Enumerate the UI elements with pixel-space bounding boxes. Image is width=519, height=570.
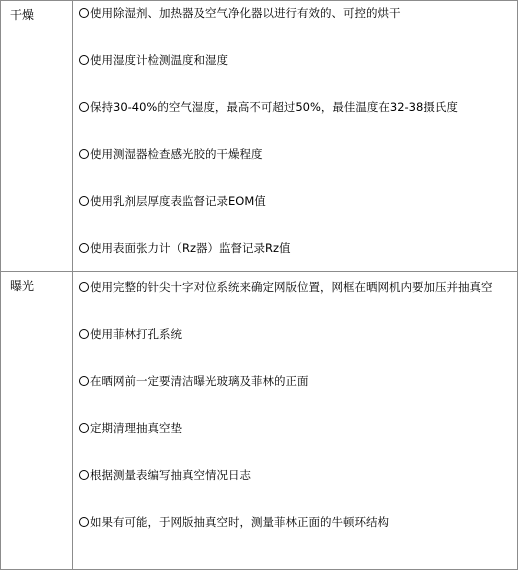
item-text: 使用菲林打孔系统 <box>90 327 182 341</box>
circle-bullet-icon <box>79 8 89 18</box>
list-item <box>79 190 517 212</box>
item-text: 保持30-40%的空气湿度，最高不可超过50%，最佳温度在32-38摄氏度 <box>90 100 458 114</box>
circle-bullet-icon <box>79 102 89 112</box>
list-item <box>79 417 517 439</box>
circle-bullet-icon <box>79 196 89 206</box>
circle-bullet-icon <box>79 470 89 480</box>
item-text: 定期清理抽真空垫 <box>90 421 182 435</box>
list-item <box>79 323 517 345</box>
circle-bullet-icon <box>79 423 89 433</box>
items-cell <box>73 1 518 272</box>
list-item <box>79 276 517 298</box>
item-text: 在晒网前一定要清洁曝光玻璃及菲林的正面 <box>90 374 309 388</box>
item-text: 根据测量表编写抽真空情况日志 <box>90 468 251 482</box>
item-text: 如果有可能，于网版抽真空时，测量菲林正面的牛顿环结构 <box>90 515 389 529</box>
circle-bullet-icon <box>79 517 89 527</box>
category-label: 干燥 <box>10 8 35 22</box>
list-item <box>79 2 517 24</box>
circle-bullet-icon <box>79 376 89 386</box>
item-text: 使用湿度计检测温度和湿度 <box>90 53 228 67</box>
circle-bullet-icon <box>79 282 89 292</box>
item-text: 使用完整的针尖十字对位系统来确定网版位置，网框在晒网机内要加压并抽真空 <box>90 280 493 294</box>
list-item <box>79 49 517 71</box>
list-item <box>79 464 517 486</box>
item-text: 使用乳剂层厚度表监督记录EOM值 <box>90 194 266 208</box>
items-cell <box>73 272 518 570</box>
category-cell <box>1 1 73 272</box>
item-text: 使用测湿器检查感光胶的干燥程度 <box>90 147 263 161</box>
circle-bullet-icon <box>79 329 89 339</box>
list-item <box>79 96 517 118</box>
item-text: 使用表面张力计（Rz器）监督记录Rz值 <box>90 241 291 255</box>
item-text: 使用除湿剂、加热器及空气净化器以进行有效的、可控的烘干 <box>90 6 401 20</box>
table-row-exposure <box>1 272 518 570</box>
circle-bullet-icon <box>79 149 89 159</box>
list-item <box>79 143 517 165</box>
circle-bullet-icon <box>79 243 89 253</box>
table-row-drying <box>1 1 518 272</box>
category-label: 曝光 <box>10 279 35 293</box>
list-item <box>79 511 517 533</box>
list-item <box>79 237 517 259</box>
list-item <box>79 370 517 392</box>
category-cell <box>1 272 73 570</box>
circle-bullet-icon <box>79 55 89 65</box>
